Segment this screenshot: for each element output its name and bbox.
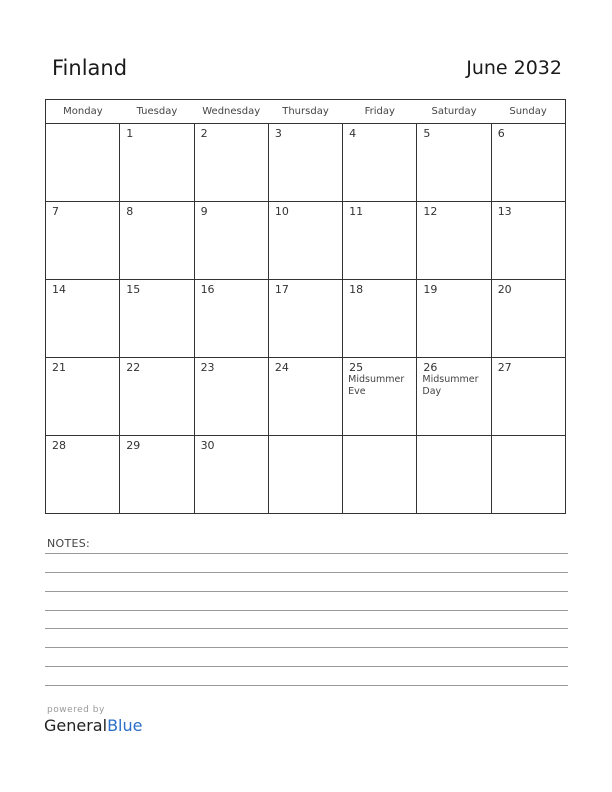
week-row: [46, 202, 566, 280]
day-number: 2: [200, 127, 208, 140]
week-row: [46, 124, 566, 202]
day-cell: [194, 358, 268, 436]
weekday-header: Saturday: [417, 100, 491, 124]
weekday-header: Tuesday: [120, 100, 194, 124]
weekday-header: Thursday: [268, 100, 342, 124]
day-cell: [268, 280, 342, 358]
day-cell: [343, 280, 417, 358]
month-year-title: June 2032: [466, 57, 562, 79]
day-cell: [268, 202, 342, 280]
day-cell: [194, 436, 268, 514]
day-number: 19: [423, 283, 438, 296]
day-cell: [120, 202, 194, 280]
week-row: [46, 358, 566, 436]
day-number: 23: [200, 361, 215, 374]
notes-line: [45, 572, 568, 573]
day-cell: [120, 124, 194, 202]
week-row: [46, 280, 566, 358]
day-number: 8: [126, 205, 134, 218]
day-number: 21: [52, 361, 66, 374]
day-number: 13: [497, 205, 512, 218]
weekday-header: Friday: [343, 100, 417, 124]
holiday-label: Midsummer Eve: [348, 374, 405, 397]
day-number: 20: [497, 283, 512, 296]
day-number: 29: [126, 439, 141, 452]
brand-logo: [44, 705, 142, 735]
day-cell: [417, 280, 491, 358]
day-number: 12: [423, 205, 438, 218]
brand-name: [44, 716, 142, 735]
day-number: 17: [274, 283, 289, 296]
notes-line: [45, 628, 568, 629]
holiday-label: Midsummer Day: [422, 374, 479, 397]
day-cell: [194, 280, 268, 358]
day-number: 26: [423, 361, 438, 374]
notes-label: NOTES:: [47, 537, 91, 550]
day-cell: [268, 358, 342, 436]
day-cell: [46, 124, 120, 202]
day-cell: [417, 436, 491, 514]
day-number: 15: [126, 283, 141, 296]
day-cell: [194, 124, 268, 202]
weekday-header: Monday: [46, 100, 120, 124]
day-cell: [491, 280, 565, 358]
day-number: 1: [126, 127, 134, 140]
day-number: 25: [349, 361, 364, 374]
day-cell: [46, 436, 120, 514]
week-row: [46, 436, 566, 514]
day-number: 18: [349, 283, 364, 296]
notes-line: [45, 553, 568, 554]
day-number: 4: [349, 127, 357, 140]
day-cell: [491, 436, 565, 514]
day-number: 30: [200, 439, 215, 452]
day-number: 6: [497, 127, 505, 140]
day-cell: [120, 358, 194, 436]
day-cell: [120, 280, 194, 358]
day-number: 9: [200, 205, 208, 218]
day-number: 3: [274, 127, 282, 140]
notes-line: [45, 610, 568, 611]
day-cell: [491, 358, 565, 436]
day-cell: [343, 358, 417, 436]
day-cell: [343, 124, 417, 202]
day-cell: [343, 436, 417, 514]
day-cell: [491, 202, 565, 280]
country-title: Finland: [52, 56, 128, 80]
notes-line: [45, 666, 568, 667]
day-number: 27: [497, 361, 512, 374]
day-cell: [46, 202, 120, 280]
brand-name-general: General: [44, 716, 108, 735]
day-number: 7: [52, 205, 59, 218]
notes-line: [45, 591, 568, 592]
day-cell: [268, 436, 342, 514]
day-number: 11: [349, 205, 364, 218]
calendar-grid: [45, 99, 566, 514]
notes-line: [45, 647, 568, 648]
weekday-header: Sunday: [491, 100, 565, 124]
weekday-header-row: [46, 100, 566, 124]
day-cell: [46, 280, 120, 358]
powered-by-text: powered by: [47, 705, 105, 715]
day-cell: [120, 436, 194, 514]
day-number: 10: [274, 205, 289, 218]
day-number: 16: [200, 283, 215, 296]
day-cell: [343, 202, 417, 280]
notes-line: [45, 685, 568, 686]
day-number: 22: [126, 361, 141, 374]
day-cell: [194, 202, 268, 280]
day-cell: [268, 124, 342, 202]
day-cell: [417, 202, 491, 280]
day-cell: [417, 124, 491, 202]
day-number: 14: [52, 283, 66, 296]
day-number: 28: [52, 439, 66, 452]
weekday-header: Wednesday: [194, 100, 268, 124]
day-number: 5: [423, 127, 431, 140]
brand-name-blue: Blue: [107, 716, 143, 735]
day-cell: [491, 124, 565, 202]
day-cell: [417, 358, 491, 436]
day-cell: [46, 358, 120, 436]
day-number: 24: [274, 361, 289, 374]
